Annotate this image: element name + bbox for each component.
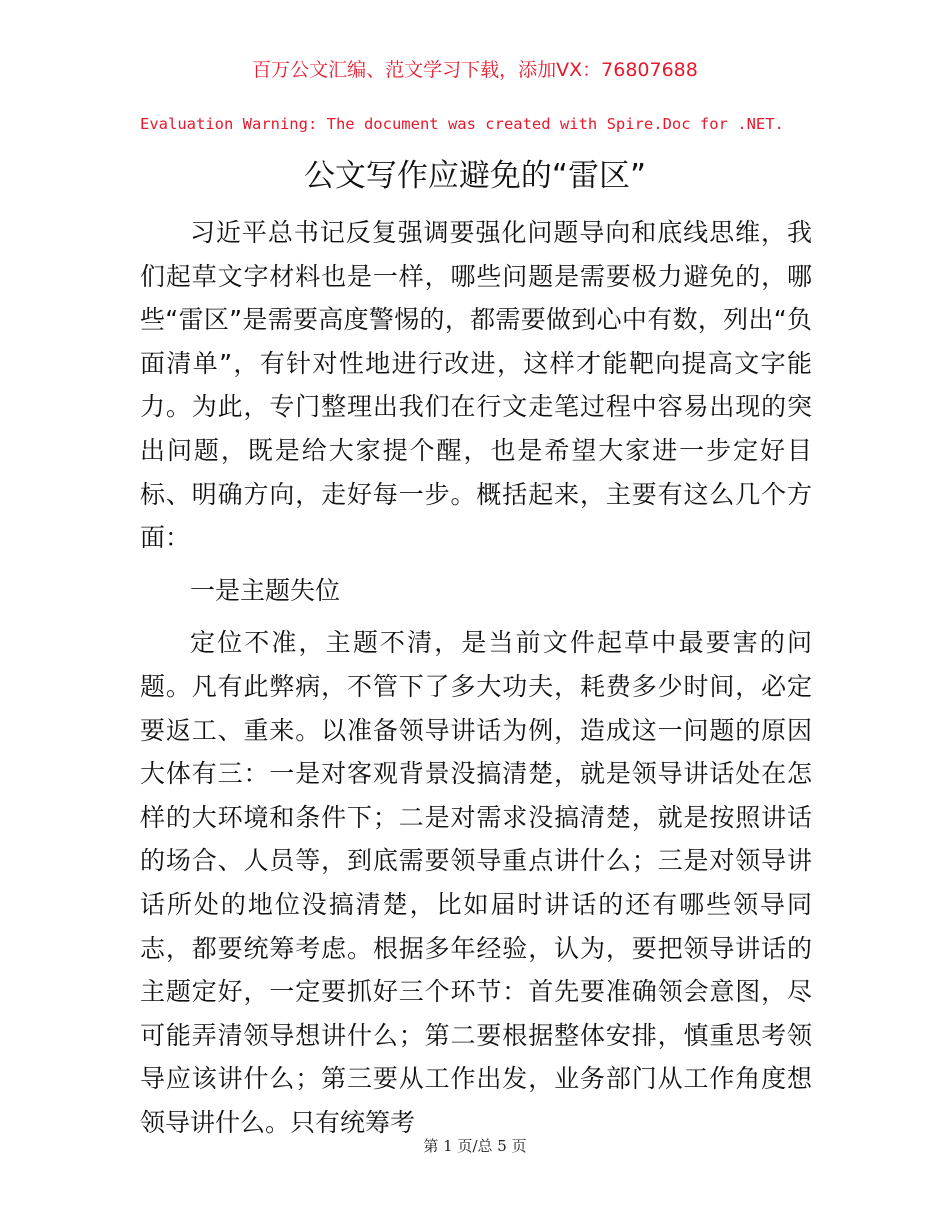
document-body [140,211,812,1153]
paragraph-section-body: 定位不准，主题不清，是当前文件起草中最要害的问题。凡有此弊病，不管下了多大功夫，耗费多少时间，必定要返工、重来。以准备领导讲话为例，造成这一问题的原因大体有三：一是对客观背景没搞清楚，就是领导讲话处在怎样的大环境和条件下；二是对需求没搞清楚，就是按照讲话的场合、人员等，到底需要领导重点讲什么；三是对领导讲话所处的地位没搞清楚，比如届时讲话的还有哪些领导同志，都要统筹考虑。根据多年经验，认为，要把领导讲话的主题定好，一定要抓好三个环节：首先要准确领会意图，尽可能弄清领导想讲什么；第二要根据整体安排，慎重思考领导应该讲什么；第三要从工作出发，业务部门从工作角度想领导讲什么。只有统筹考 [140,628,812,1137]
header-banner: 百万公文汇编、范文学习下载，添加VX：76807688 [252,59,698,81]
section-heading: 一是主题失位 [190,575,341,605]
evaluation-warning: Evaluation Warning: The document was created with Spire.Doc for .NET. [140,115,784,133]
paragraph-intro: 习近平总书记反复强调要强化问题导向和底线思维，我们起草文字材料也是一样，哪些问题是需要极力避免的，哪些“雷区”是需要高度警惕的，都需要做到心中有数，列出“负面清单”，有针对性地进行改进，这样才能靶向提高文字能力。为此，专门整理出我们在行文走笔过程中容易出现的突出问题，既是给大家提个醒，也是希望大家进一步定好目标、明确方向，走好每一步。概括起来，主要有这么几个方面： [140,218,812,553]
document-title: 公文写作应避免的“雷区” [303,158,647,194]
page-number-footer: 第 1 页/总 5 页 [423,1137,527,1155]
